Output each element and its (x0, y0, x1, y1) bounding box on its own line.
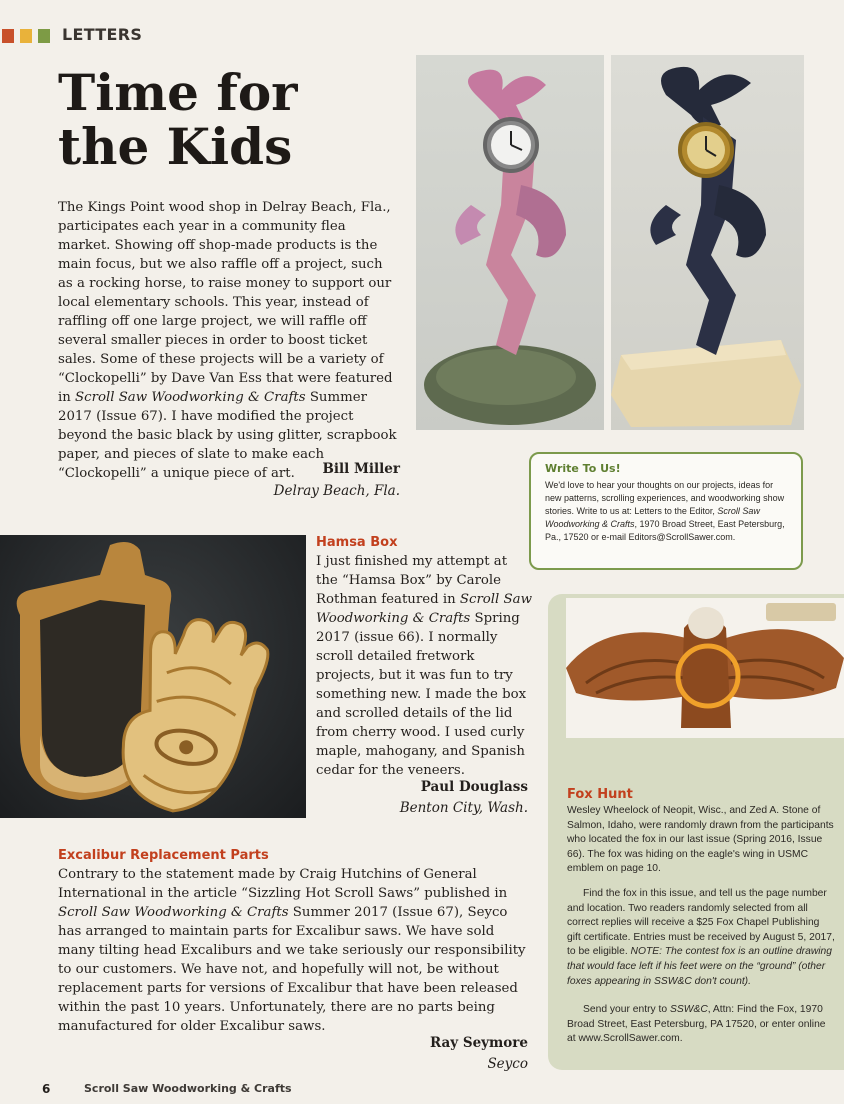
clockopelli-photo-black (611, 55, 804, 430)
header-square-green (38, 29, 50, 43)
header-square-orange (2, 29, 14, 43)
write-to-us-body: We'd love to hear your thoughts on our projects, ideas for new patterns, scrolling experiences, and woodworking show stories. Write to us at: Letters to the Editor, Scroll Saw Woodworking & Crafts, 1970 Broad Street, East Petersburg, Pa., 17520 or e-mail Editors@ScrollSawer.com. (545, 480, 785, 542)
footer-publication: Scroll Saw Woodworking & Crafts (84, 1082, 292, 1095)
letter-clockopelli-signature: Bill Miller (322, 461, 400, 477)
letter-excalibur-body: Contrary to the statement made by Craig Hutchins of General International in the article “Sizzling Hot Scroll Saws” published in Scroll Saw Woodworking & Crafts Summer 2017 (Issue 67), Seyco has arranged to maintain parts for Excalibur saws. We have sold many tilting head Excaliburs and we take seriously our responsibility to our customers. We have not, and hopefully will not, be without replacement parts for versions of Excalibur that have been released within the past 10 years. Unfortunately, there are no parts being manufactured for older Excalibur saws. (58, 867, 526, 1034)
fox-hunt-paragraph-2: Find the fox in this issue, and tell us the page number and location. Two readers randomly selected from all correct replies will receive a $25 Fox Chapel Publishing gift certificate. Entries must be received by August 5, 2017, to be eligible. NOTE: The contest fox is an outline drawing that would face left if his feet were on the “ground” (other foxes appearing in SSW&C don't count). (567, 888, 835, 987)
letter-hamsa-signature: Paul Douglass (420, 779, 528, 795)
hamsa-box-photo (0, 535, 306, 818)
letter-hamsa-subhead: Hamsa Box (316, 535, 398, 550)
section-label: LETTERS (62, 25, 143, 44)
letter-hamsa-body: I just finished my attempt at the “Hamsa Box” by Carole Rothman featured in Scroll Saw Woodworking & Crafts Spring 2017 (issue 66). I normally scroll detailed fretwork projects, but it was fun to try something new. I made the box and scrolled details of the lid from cherry wood. I used curly maple, mahogany, and Spanish cedar for the veneers. (316, 554, 532, 778)
fox-hunt-title: Fox Hunt (567, 787, 633, 802)
letter-excalibur-signature: Ray Seymore (430, 1035, 528, 1051)
write-to-us-title: Write To Us! (545, 462, 621, 475)
letter-excalibur-subhead: Excalibur Replacement Parts (58, 848, 269, 863)
letter-hamsa-location: Benton City, Wash. (399, 800, 528, 816)
clockopelli-photo-purple (416, 55, 604, 430)
fox-hunt-paragraph-3: Send your entry to SSW&C, Attn: Find the Fox, 1970 Broad Street, East Petersburg, PA 17520, or enter online at www.ScrollSawer.com. (567, 1004, 826, 1045)
letter-excalibur-location: Seyco (487, 1056, 528, 1072)
page-number: 6 (42, 1082, 51, 1096)
letter-clockopelli-location: Delray Beach, Fla. (273, 483, 400, 499)
write-to-us-box (529, 452, 803, 570)
page-title: Time for the Kids (58, 63, 298, 176)
header-square-yellow (20, 29, 32, 43)
fox-hunt-paragraph-1: Wesley Wheelock of Neopit, Wisc., and Zed A. Stone of Salmon, Idaho, were randomly drawn from the participants who located the fox in our last issue (Spring 2016, Issue 66). The fox was hiding on the eagle's wing in USMC emblem on page 10. (567, 805, 834, 875)
eagle-emblem-photo (566, 598, 844, 738)
letter-clockopelli-body: The Kings Point wood shop in Delray Beach, Fla., participates each year in a community flea market. Showing off shop-made products is the main focus, but we also raffle off a project, such as a rocking horse, to raise money to support our local elementary schools. This year, instead of raffling off one large project, we will raffle off several smaller pieces in order to boost ticket sales. Some of these projects will be a variety of “Clockopelli” by Dave Van Ess that were featured in Scroll Saw Woodworking & Crafts Summer 2017 (Issue 67). I have modified the project beyond the basic black by using glitter, scrapbook paper, and pieces of slate to make each “Clockopelli” a unique piece of art. (58, 200, 397, 481)
